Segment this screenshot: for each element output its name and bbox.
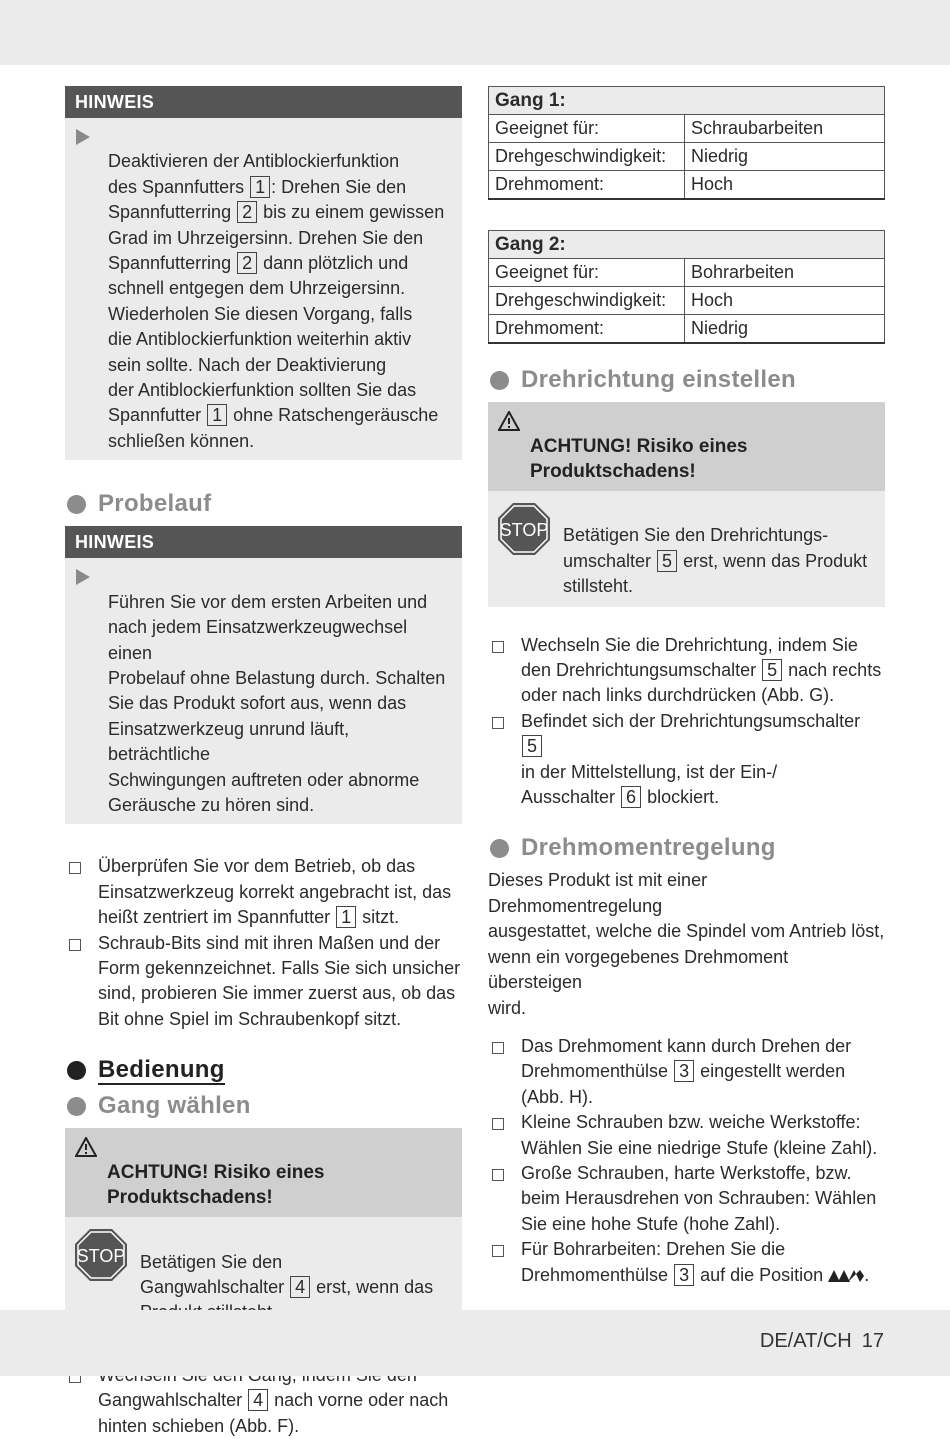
list-text: Das Drehmoment kann durch Drehen der Drehmomenthülse: [521, 1035, 852, 1082]
list-text: Große Schrauben, harte Werkstoffe, bzw. beim Herausdrehen von Schrauben: Wählen Sie eine hohe Stufe (hohe Zahl).: [521, 1162, 877, 1234]
drill-position-icon: [828, 1269, 864, 1283]
warning-heading: [65, 1128, 462, 1217]
header-band: [0, 0, 950, 65]
warning-triangle-icon: [75, 1137, 97, 1157]
list-text: Kleine Schrauben bzw. weiche Werkstoffe: Wählen Sie eine niedrige Stufe (kleine Zahl).: [521, 1112, 878, 1158]
hint-text-part: ohne Ratschengeräusche schließen können.: [108, 405, 439, 451]
list-item: [488, 709, 885, 811]
bullet-dot-icon: [490, 839, 509, 858]
ref-drehmomenthuelse: 3: [674, 1060, 694, 1082]
section-title: Probelauf: [98, 490, 212, 518]
list-text: Wechseln Sie die Drehrichtung, indem Sie den Drehrichtungsumschalter: [521, 634, 858, 681]
stop-sign-icon: [496, 501, 552, 557]
section-title: Bedienung: [98, 1056, 225, 1084]
checkbox-icon: [492, 1118, 504, 1130]
table-cell: Niedrig: [685, 315, 885, 344]
ref-spannfutter: 1: [207, 404, 227, 426]
ref-spannfutterring: 2: [237, 201, 257, 223]
table-row: [489, 315, 885, 344]
ref-ein-ausschalter: 6: [621, 786, 641, 808]
ref-spannfutterring: 2: [237, 252, 257, 274]
table-cell: Drehgeschwindigkeit:: [489, 143, 685, 171]
ref-gangwahlschalter: 4: [290, 1276, 310, 1298]
table-cell: Drehmoment:: [489, 315, 685, 344]
ref-drehrichtungsumschalter: 5: [762, 659, 782, 681]
stop-sign-icon: [73, 1227, 129, 1283]
left-column: [65, 86, 462, 1439]
svg-text:STOP: STOP: [499, 520, 549, 540]
section-title: Drehmomentregelung: [521, 834, 776, 862]
hint-text: [65, 118, 462, 460]
list-item: [65, 931, 462, 1033]
checkbox-icon: [492, 717, 504, 729]
list-text: auf die Position: [695, 1264, 829, 1285]
section-title: Drehrichtung einstellen: [521, 366, 796, 393]
hint-text-part: dann plötzlich und schnell entgegen dem Uhrzeigersinn. Wiederholen Sie diesen Vorgang, falls die Antiblockierfunktion weiterhin aktiv sein sollte. Nach der Deaktivierung der Antiblockierfunktion sollten Sie das Spannfutter: [108, 253, 417, 426]
list-text: Befindet sich der Drehrichtungsumschalter: [521, 710, 861, 731]
hint-box-probelauf: [65, 526, 462, 824]
list-text: .: [864, 1264, 870, 1285]
checkbox-icon: [69, 862, 81, 874]
table-cell: Drehmoment:: [489, 171, 685, 200]
checklist-probelauf: [65, 854, 462, 1032]
list-text: Schraub-Bits sind mit ihren Maßen und der Form gekennzeichnet. Falls Sie sich unsicher sind, probieren Sie immer zuerst aus, ob das Bit ohne Spiel im Schraubenkopf sitzt.: [98, 932, 461, 1029]
table-row: [489, 171, 885, 200]
warning-box-drehrichtung: [488, 402, 885, 607]
gear-table-1: [488, 86, 885, 200]
list-text: Überprüfen Sie vor dem Betrieb, ob das Einsatzwerkzeug korrekt angebracht ist, das heißt zentriert im Spannfutter: [98, 856, 452, 928]
list-item: [65, 854, 462, 930]
ref-gangwahlschalter: 4: [248, 1389, 268, 1411]
section-heading-drehmoment: [488, 834, 885, 862]
hint-box-antiblock: [65, 86, 462, 460]
list-text: Gangwahlschalter: [98, 1390, 243, 1411]
list-item: [488, 1161, 885, 1237]
table-cell: Schraubarbeiten: [685, 115, 885, 143]
list-text: eingestellt werden (Abb. H).: [521, 1061, 846, 1107]
list-item: [488, 1034, 885, 1110]
bullet-dot-icon: [67, 1061, 86, 1080]
ref-drehrichtungsumschalter: 5: [657, 550, 677, 572]
checkbox-icon: [492, 1042, 504, 1054]
ref-spannfutter: 1: [250, 176, 270, 198]
list-item: [488, 1110, 885, 1161]
checkbox-icon: [492, 1169, 504, 1181]
warning-text-part: Betätigen Sie den Drehrichtungs- umschalter: [563, 525, 829, 571]
section-title: Gang wählen: [98, 1092, 251, 1120]
table-cell: Hoch: [685, 287, 885, 315]
hint-heading: HINWEIS: [65, 526, 462, 558]
list-item: [488, 633, 885, 709]
bullet-dot-icon: [67, 495, 86, 514]
list-text: in der Mittelstellung, ist der Ein-/ Ausschalter: [521, 761, 778, 808]
checkbox-icon: [492, 641, 504, 653]
warning-text-part: erst, wenn das: [316, 1277, 434, 1297]
intro-paragraph: Dieses Produkt ist mit einer Drehmomentregelung ausgestattet, welche die Spindel vom Antrieb löst, wenn ein vorgegebenes Drehmoment übersteigen wird.: [488, 870, 885, 1018]
warning-triangle-icon: [498, 411, 520, 431]
warning-title: ACHTUNG! Risiko eines Produktschadens!: [107, 1162, 325, 1209]
hint-text-part: : Drehen Sie den Spannfutterring: [108, 176, 407, 223]
warning-text-part: Betätigen Sie den Gangwahlschalter: [140, 1251, 285, 1297]
warning-text: [488, 491, 885, 607]
list-text: nach vorne oder nach hinten schieben (Abb. F).: [98, 1390, 449, 1436]
table-row: [489, 287, 885, 315]
table-cell: Bohrarbeiten: [685, 259, 885, 287]
ref-drehmomenthuelse: 3: [674, 1264, 694, 1286]
checklist-drehmoment: [488, 1034, 885, 1288]
bullet-dot-icon: [67, 1097, 86, 1116]
ref-drehrichtungsumschalter: 5: [522, 735, 542, 757]
section-heading-probelauf: [65, 490, 462, 518]
table-cell: Niedrig: [685, 143, 885, 171]
list-text: nach rechts oder nach links durchdrücken (Abb. G).: [521, 660, 882, 706]
list-text: blockiert.: [642, 787, 720, 808]
footer-band: [0, 1310, 950, 1376]
warning-heading: [488, 402, 885, 491]
hint-text-part: Deaktivieren der Antiblockierfunktion des Spannfutters: [108, 151, 400, 197]
footer-region: DE/AT/CH: [759, 1330, 852, 1352]
list-text: sitzt.: [357, 907, 400, 928]
footer-text: [750, 1330, 884, 1353]
table-cell: Geeignet für:: [489, 115, 685, 143]
table-row: [489, 259, 885, 287]
page-number: 17: [861, 1330, 884, 1352]
warning-title: ACHTUNG! Risiko eines Produktschadens!: [530, 436, 748, 482]
hint-text-part: Führen Sie vor dem ersten Arbeiten und nach jedem Einsatzwerkzeugwechsel einen Probelauf ohne Belastung durch. Schalten Sie das Produkt sofort aus, wenn das Einsatzwerkzeug unrund läuft, beträchtliche Schwingungen auftreten oder abnorme Geräusche zu hören sind.: [108, 591, 446, 815]
checkbox-icon: [69, 939, 81, 951]
bullet-dot-icon: [490, 371, 509, 390]
hint-heading: HINWEIS: [65, 86, 462, 118]
list-item: [488, 1237, 885, 1288]
warning-text-part: erst, wenn das Produkt stillsteht.: [563, 550, 868, 597]
table-title: Gang 1:: [489, 87, 885, 115]
table-cell: Hoch: [685, 171, 885, 200]
table-cell: Drehgeschwindigkeit:: [489, 287, 685, 315]
table-row: [489, 115, 885, 143]
table-title: Gang 2:: [489, 231, 885, 259]
right-column: [488, 86, 885, 1288]
section-heading-bedienung: [65, 1056, 462, 1084]
checklist-drehrichtung: [488, 633, 885, 811]
arrow-right-icon: [76, 129, 90, 145]
list-text: Für Bohrarbeiten: Drehen Sie die Drehmomenthülse: [521, 1239, 786, 1285]
section-heading-gang: [65, 1092, 462, 1120]
hint-text-part: bis zu einem gewissen Grad im Uhrzeigersinn. Drehen Sie den Spannfutterring: [108, 202, 445, 274]
hint-text: [65, 558, 462, 824]
warning-box-gang: [65, 1128, 462, 1333]
table-cell: Geeignet für:: [489, 259, 685, 287]
checkbox-icon: [492, 1245, 504, 1257]
svg-text:STOP: STOP: [76, 1246, 126, 1267]
table-row: [489, 143, 885, 171]
gear-table-2: [488, 230, 885, 344]
section-heading-drehrichtung: [488, 366, 885, 394]
arrow-right-icon: [76, 569, 90, 585]
ref-spannfutter: 1: [336, 906, 356, 928]
